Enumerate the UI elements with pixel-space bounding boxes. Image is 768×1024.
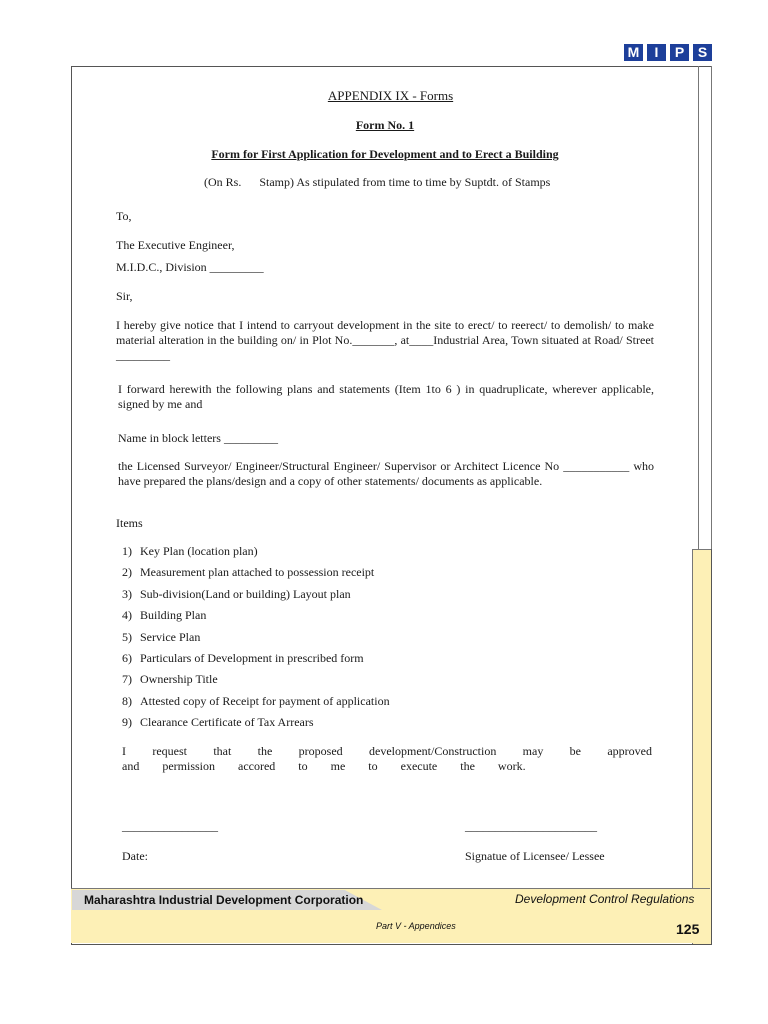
forward-paragraph: I forward herewith the following plans and statements (Item 1to 6 ) in quadruplicate, wherever applicable, signed by me and	[118, 382, 654, 411]
request-paragraph: I request that the proposed development/Construction may be approved and permission accored to me to execute the work.	[122, 744, 652, 773]
item-text: Measurement plan attached to possession receipt	[140, 565, 375, 580]
form-number: Form No. 1	[355, 118, 415, 132]
to-line: To,	[116, 209, 132, 223]
list-item	[122, 587, 390, 608]
footer-doc-title: Development Control Regulations	[515, 892, 695, 906]
date-signature-line: ________________	[122, 819, 218, 833]
division-line: M.I.D.C., Division _________	[116, 260, 264, 274]
items-list	[122, 544, 390, 737]
page-number: 125	[676, 921, 700, 937]
footer-part: Part V - Appendices	[376, 921, 456, 931]
surveyor-paragraph: the Licensed Surveyor/ Engineer/Structural Engineer/ Supervisor or Architect Licence No ___________ who have prepared the plans/design and a copy of other statements/ documents as applicable.	[118, 459, 654, 488]
list-item	[122, 651, 390, 672]
item-number: 7)	[122, 672, 132, 687]
item-number: 1)	[122, 544, 132, 558]
footer-org-name: Maharashtra Industrial Development Corporation	[84, 893, 364, 907]
form-title: Form for First Application for Development and to Erect a Building	[211, 147, 559, 161]
salutation: Sir,	[116, 289, 133, 303]
item-text: Attested copy of Receipt for payment of application	[140, 693, 390, 708]
items-label: Items	[116, 516, 143, 530]
item-text: Ownership Title	[140, 672, 218, 687]
item-text: Key Plan (location plan)	[140, 544, 258, 558]
stamp-note: (On Rs. Stamp) As stipulated from time to time by Suptdt. of Stamps	[204, 175, 551, 189]
list-item	[122, 694, 390, 715]
item-number: 5)	[122, 629, 132, 644]
item-text: Clearance Certificate of Tax Arrears	[140, 715, 314, 730]
item-number: 2)	[122, 565, 132, 580]
logo-letter: I	[647, 44, 666, 61]
list-item	[122, 608, 390, 629]
item-number: 4)	[122, 608, 132, 623]
item-number: 9)	[122, 715, 132, 730]
logo-letter: P	[670, 44, 689, 61]
item-number: 3)	[122, 586, 132, 601]
list-item	[122, 565, 390, 586]
item-number: 6)	[122, 650, 132, 665]
mips-logo	[624, 44, 712, 61]
appendix-title: APPENDIX IX - Forms	[327, 88, 454, 103]
side-strip-yellow	[692, 549, 711, 944]
item-text: Sub-division(Land or building) Layout plan	[140, 586, 351, 601]
list-item	[122, 630, 390, 651]
item-text: Particulars of Development in prescribed form	[140, 650, 364, 665]
list-item	[122, 672, 390, 693]
addressee: The Executive Engineer,	[116, 238, 235, 252]
signature-label: Signatue of Licensee/ Lessee	[465, 849, 605, 863]
name-in-block-letters: Name in block letters _________	[118, 431, 278, 445]
page-frame	[71, 66, 712, 945]
licensee-signature-line: ______________________	[465, 819, 597, 833]
item-number: 8)	[122, 693, 132, 708]
list-item	[122, 715, 390, 736]
item-text: Building Plan	[140, 608, 207, 623]
item-text: Service Plan	[140, 629, 201, 644]
logo-letter: S	[693, 44, 712, 61]
date-label: Date:	[122, 849, 148, 863]
notice-paragraph: I hereby give notice that I intend to carryout development in the site to erect/ to reerect/ to demolish/ to make material alteration in the building on/ in Plot No._______, at____Industrial Area, Town situated at Road/ Street _________	[116, 318, 672, 362]
list-item	[122, 544, 390, 565]
logo-letter: M	[624, 44, 643, 61]
side-strip	[698, 66, 712, 549]
